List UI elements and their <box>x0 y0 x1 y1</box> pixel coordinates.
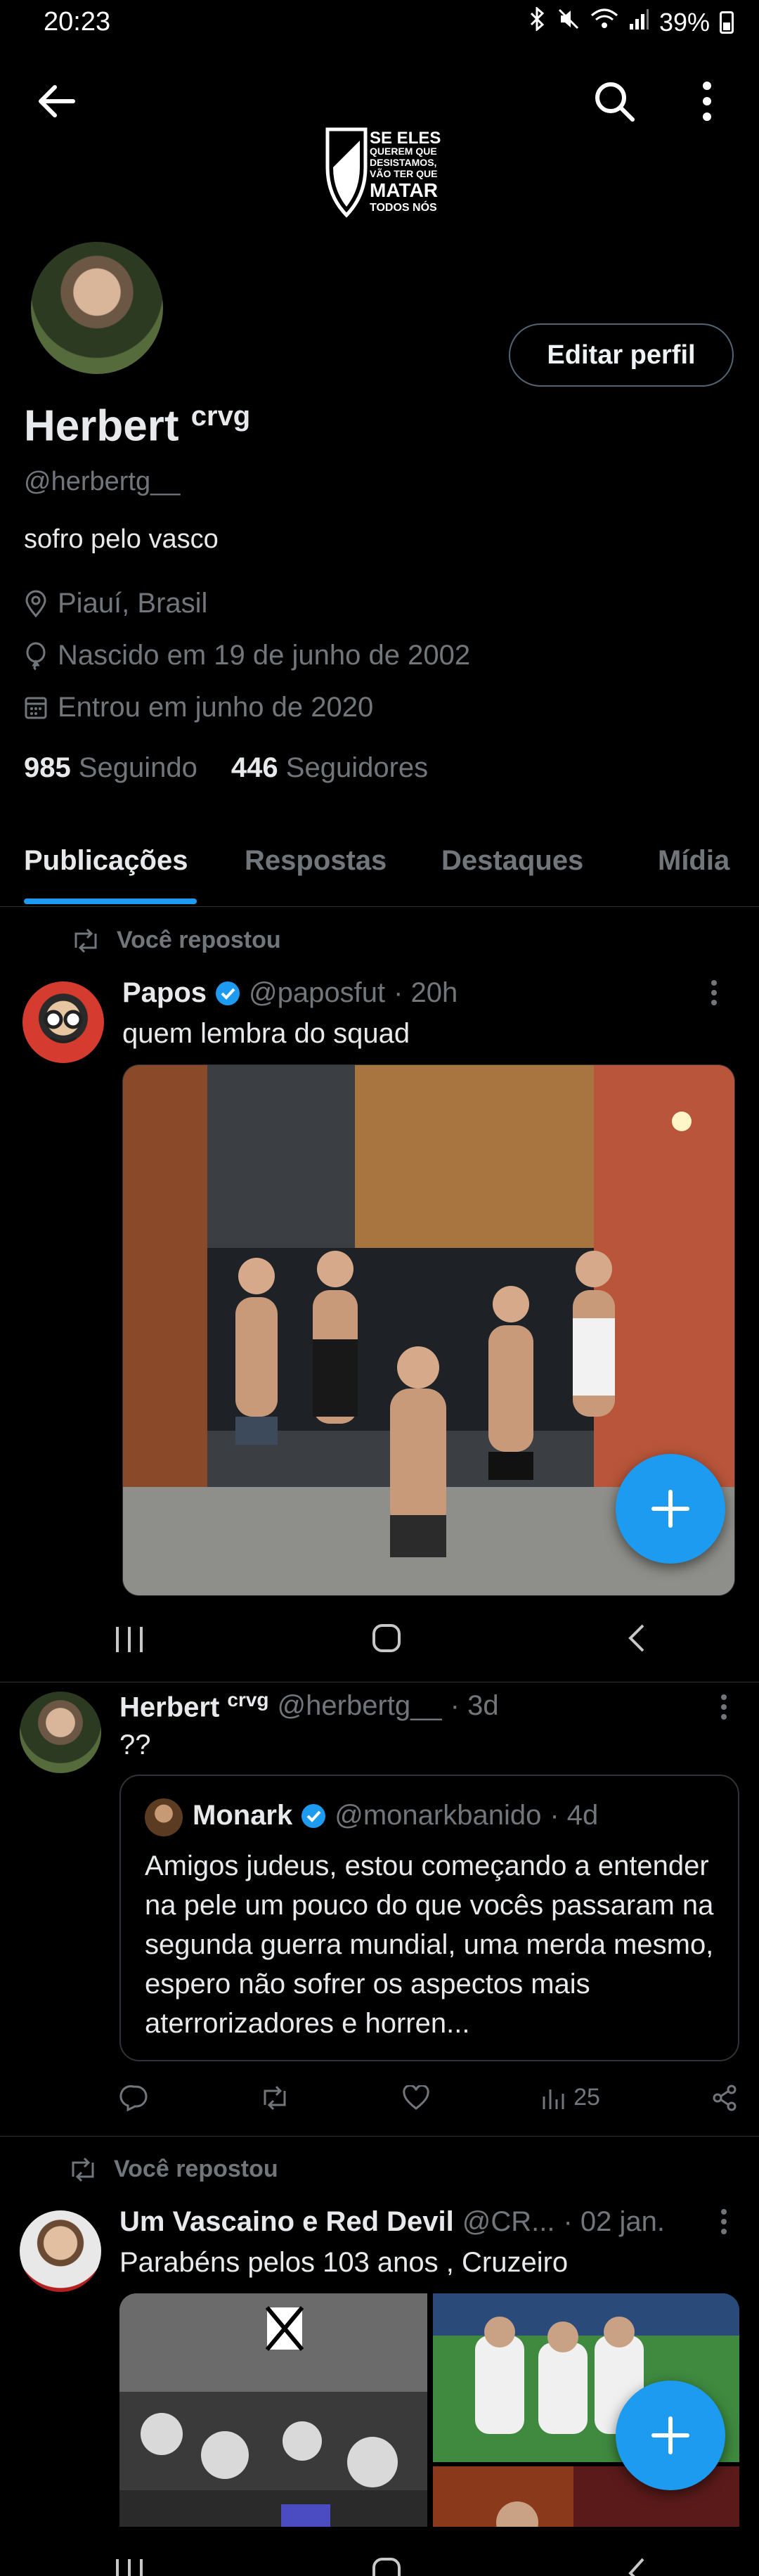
post-handle: @paposfut <box>249 977 386 1008</box>
logo-line-2: QUEREM QUE <box>370 146 437 157</box>
heart-icon <box>402 2085 430 2111</box>
profile-name-text: Herbert <box>24 401 179 451</box>
search-icon <box>593 80 635 122</box>
post-handle: @herbertg__ <box>277 1690 442 1722</box>
post-menu-button-3[interactable] <box>720 2208 728 2243</box>
like-button[interactable] <box>402 2084 430 2111</box>
recent-apps-icon <box>112 2556 147 2576</box>
status-icons <box>527 7 734 37</box>
balloon-icon <box>24 642 48 670</box>
following-link[interactable] <box>24 752 197 784</box>
profile-tabs <box>0 830 759 907</box>
recent-apps-button[interactable] <box>112 2548 147 2576</box>
edit-profile-button[interactable]: Editar perfil <box>509 323 734 387</box>
post-menu-button-2[interactable] <box>720 1693 728 1728</box>
profile-birth-text: Nascido em 19 de junho de 2002 <box>58 640 471 671</box>
profile-birth <box>24 640 470 671</box>
repost-icon <box>67 2157 98 2182</box>
profile-avatar[interactable] <box>28 239 166 377</box>
bluetooth-icon <box>527 7 547 37</box>
system-back-button[interactable] <box>626 1618 647 1664</box>
location-pin-icon <box>24 590 48 618</box>
signal-icon <box>628 7 649 37</box>
post-author-name: Herbert <box>119 1692 220 1723</box>
post-avatar-vascaino[interactable] <box>20 2210 101 2292</box>
repost-button[interactable] <box>259 2084 291 2111</box>
quote-header <box>193 1800 598 1831</box>
home-icon <box>370 2556 403 2576</box>
post-avatar-herbert[interactable] <box>20 1692 101 1773</box>
avatar-illustration-icon <box>22 981 104 1063</box>
repost-icon <box>70 928 101 953</box>
plus-icon <box>649 2414 692 2456</box>
profile-name-suffix: crvg <box>190 401 251 432</box>
post-handle: @CR... <box>462 2206 555 2237</box>
wifi-icon <box>590 7 618 37</box>
active-tab-indicator <box>24 899 197 904</box>
quoted-post-card[interactable] <box>119 1775 739 2061</box>
repost-indicator-3 <box>67 2156 278 2183</box>
system-nav-bar-1 <box>0 1600 759 1682</box>
post-time: · 20h <box>394 977 458 1008</box>
kebab-menu-icon <box>710 979 718 1007</box>
views-button[interactable] <box>541 2084 600 2111</box>
share-button[interactable] <box>711 2084 738 2111</box>
logo-line-3: DESISTAMOS, <box>370 157 437 168</box>
profile-location-text: Piauí, Brasil <box>58 588 208 619</box>
quote-text: Amigos judeus, estou começando a entender na pele um pouco do que vocês passaram na segunda guerra mundial, uma merda mesmo, espero não sofrer os aspectos mais aterrorizadores e horren... <box>145 1850 714 2039</box>
post-author-suffix: crvg <box>227 1689 269 1711</box>
status-bar <box>0 0 759 46</box>
post-header-2 <box>119 1689 499 1723</box>
post-text-3: Parabéns pelos 103 anos , Cruzeiro <box>119 2247 569 2278</box>
kebab-menu-icon <box>720 2208 728 2236</box>
logo-line-4: VÃO TER QUE <box>370 168 438 179</box>
chevron-left-icon <box>626 2556 647 2576</box>
reply-button[interactable] <box>119 2084 148 2111</box>
bar-chart-icon <box>541 2085 566 2111</box>
status-time: 20:23 <box>44 7 111 37</box>
logo-line-5: MATAR <box>370 179 438 201</box>
views-count: 25 <box>573 2084 600 2111</box>
recent-apps-button[interactable] <box>112 1618 147 1664</box>
profile-bio: sofro pelo vasco <box>24 524 219 554</box>
post-actions-2 <box>119 2084 738 2111</box>
home-icon <box>370 1621 403 1655</box>
post-text-1: quem lembra do squad <box>122 1018 410 1049</box>
system-nav-bar-2 <box>0 2527 759 2576</box>
home-button[interactable] <box>370 2548 403 2576</box>
post-menu-button-1[interactable] <box>710 979 718 1014</box>
search-button[interactable] <box>586 73 642 129</box>
tab-respostas[interactable]: Respostas <box>245 845 387 876</box>
followers-link[interactable] <box>231 752 428 784</box>
followers-count: 446 <box>231 752 278 783</box>
post-header-1 <box>122 977 458 1009</box>
quote-handle: @monarkbanido <box>335 1800 542 1831</box>
repost-icon <box>259 2085 291 2111</box>
calendar-icon <box>24 694 48 722</box>
repost-label: Você repostou <box>117 927 281 953</box>
repost-label: Você repostou <box>114 2156 278 2182</box>
compose-fab-button-2[interactable] <box>616 2381 725 2490</box>
banner-logo <box>323 125 450 224</box>
reply-icon <box>119 2085 148 2111</box>
recent-apps-icon <box>112 1624 147 1655</box>
verified-badge-icon <box>301 1803 326 1829</box>
quote-time: · 4d <box>550 1800 599 1831</box>
post-divider <box>0 2136 759 2137</box>
profile-handle: @herbertg__ <box>24 467 181 496</box>
profile-location <box>24 588 207 619</box>
home-button[interactable] <box>370 1618 403 1664</box>
followers-label: Seguidores <box>285 752 429 783</box>
profile-joined <box>24 692 373 723</box>
following-label: Seguindo <box>78 752 197 783</box>
tab-publicacoes[interactable]: Publicações <box>24 845 188 876</box>
post-time: · 02 jan. <box>563 2206 666 2237</box>
logo-line-1: SE ELES <box>370 129 441 148</box>
battery-text: 39% <box>659 7 710 37</box>
profile-name <box>24 401 250 451</box>
tab-destaques[interactable]: Destaques <box>441 845 584 876</box>
arrow-left-icon <box>37 84 76 118</box>
quote-author: Monark <box>193 1800 293 1831</box>
follow-stats <box>24 752 428 784</box>
system-back-button[interactable] <box>626 2548 647 2576</box>
profile-joined-text: Entrou em junho de 2020 <box>58 692 374 723</box>
compose-fab-button[interactable] <box>616 1454 725 1564</box>
repost-indicator-1 <box>70 927 281 954</box>
post-avatar-papos[interactable] <box>22 981 104 1063</box>
post-header-3 <box>119 2206 665 2238</box>
share-icon <box>711 2085 738 2111</box>
chevron-left-icon <box>626 1621 647 1655</box>
battery-icon <box>720 11 734 34</box>
plus-icon <box>649 1488 692 1530</box>
post-author[interactable]: Papos <box>122 977 207 1008</box>
quote-avatar-monark <box>145 1798 183 1836</box>
post-author[interactable] <box>119 1689 269 1723</box>
kebab-menu-icon <box>720 1693 728 1721</box>
logo-line-6: TODOS NÓS <box>370 202 437 214</box>
post-author[interactable]: Um Vascaino e Red Devil <box>119 2206 454 2237</box>
following-count: 985 <box>24 752 71 783</box>
mute-icon <box>557 7 580 37</box>
post-time: · 3d <box>450 1690 499 1722</box>
kebab-menu-icon <box>700 80 714 122</box>
more-options-button[interactable] <box>679 73 735 129</box>
verified-badge-icon <box>215 981 240 1006</box>
tab-midia[interactable]: Mídia <box>658 845 730 876</box>
post-text-2: ?? <box>119 1730 151 1760</box>
back-button[interactable] <box>28 73 84 129</box>
